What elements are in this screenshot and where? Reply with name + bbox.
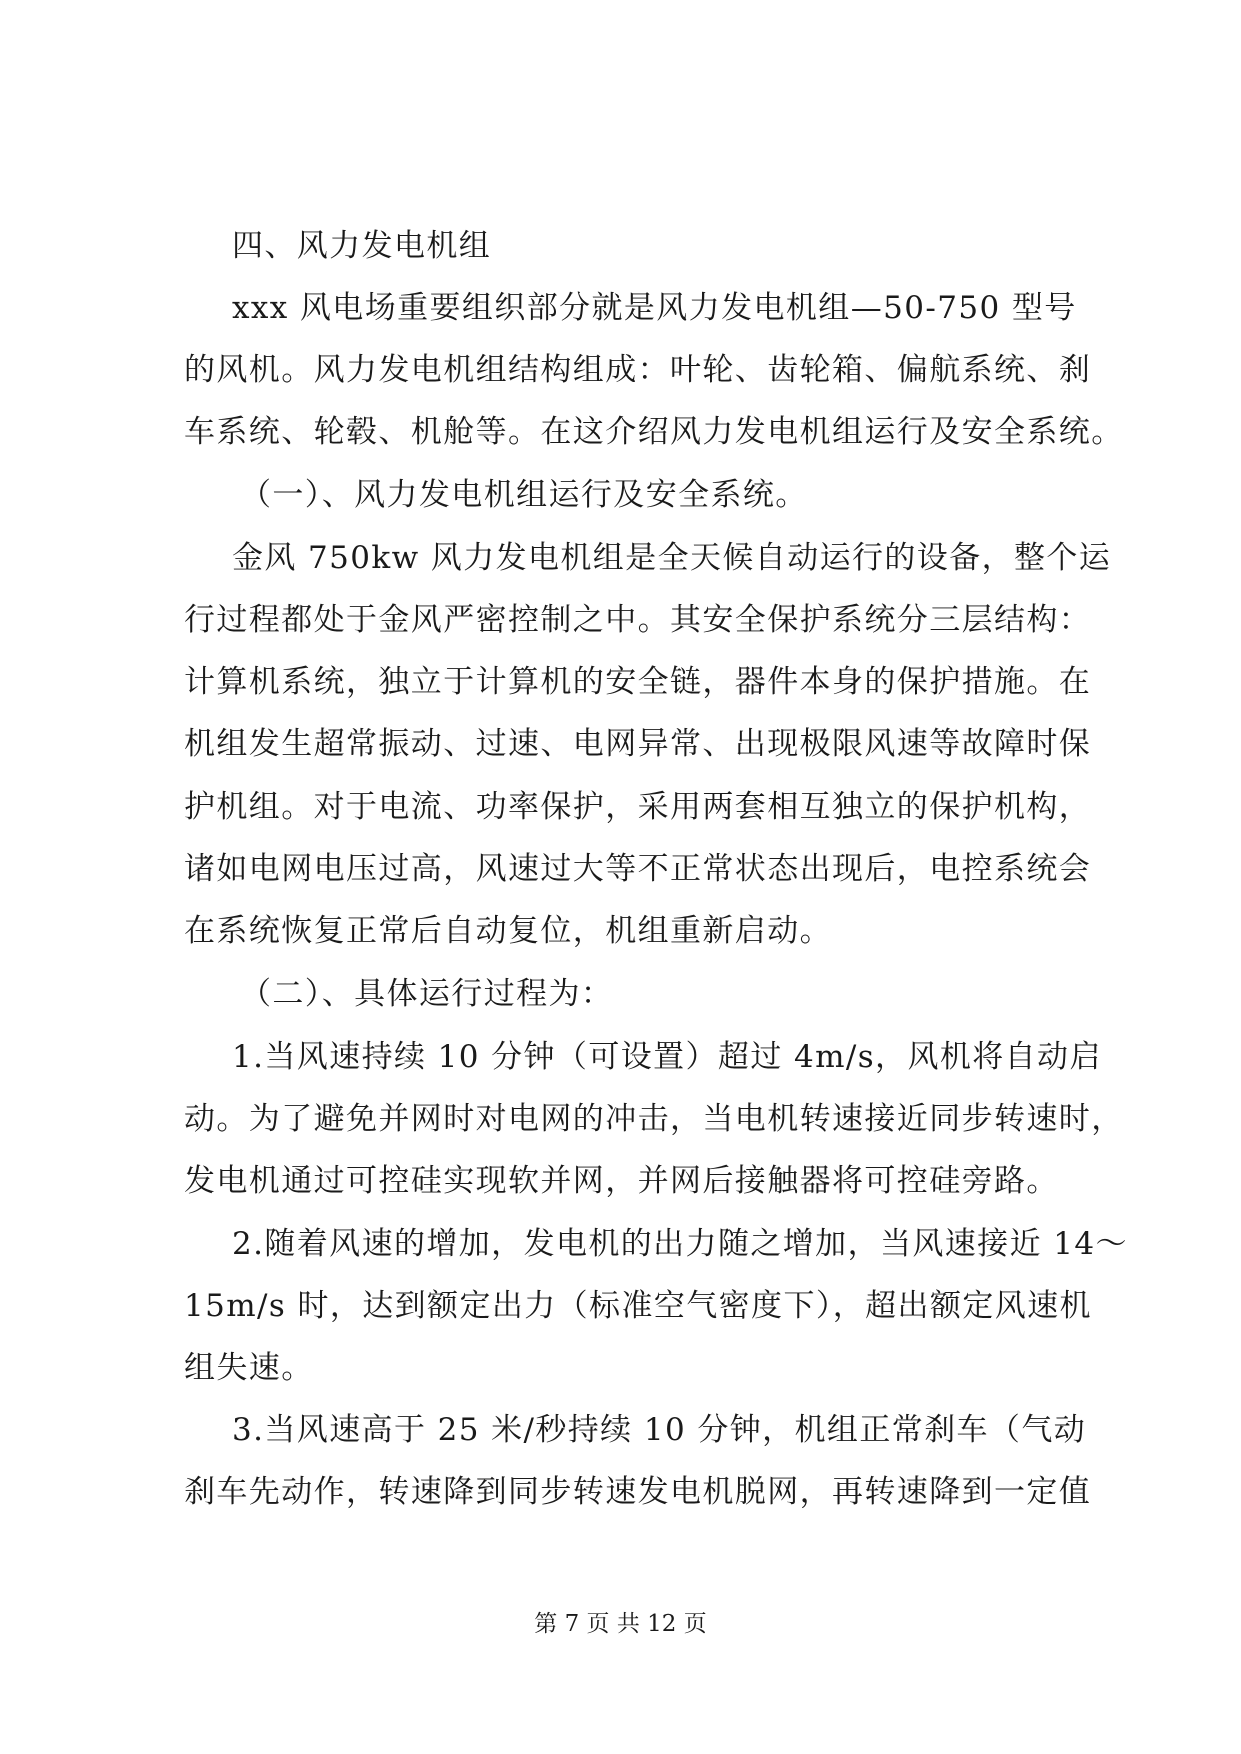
- paragraph-line: 动。为了避免并网时对电网的冲击，当电机转速接近同步转速时，: [184, 1101, 1124, 1137]
- paragraph-line: 机组发生超常振动、过速、电网异常、出现极限风速等故障时保: [184, 726, 1092, 762]
- paragraph-line: 组失速。: [184, 1350, 314, 1386]
- paragraph-line: 诸如电网电压过高，风速过大等不正常状态出现后，电控系统会: [184, 851, 1092, 887]
- paragraph-line: xxx 风电场重要组织部分就是风力发电机组—50-750 型号: [232, 290, 1077, 326]
- subsection-heading: （一）、风力发电机组运行及安全系统。: [240, 477, 808, 513]
- paragraph-line: 金风 750kw 风力发电机组是全天候自动运行的设备，整个运: [232, 540, 1112, 576]
- paragraph-line: 刹车先动作，转速降到同步转速发电机脱网，再转速降到一定值: [184, 1474, 1092, 1510]
- paragraph-line: 行过程都处于金风严密控制之中。其安全保护系统分三层结构：: [184, 602, 1092, 638]
- paragraph-line: 护机组。对于电流、功率保护，采用两套相互独立的保护机构，: [184, 789, 1092, 825]
- section-heading: 四、风力发电机组: [232, 228, 492, 264]
- paragraph-line: 车系统、轮毂、机舱等。在这介绍风力发电机组运行及安全系统。: [184, 414, 1124, 450]
- paragraph-line: 的风机。风力发电机组结构组成：叶轮、齿轮箱、偏航系统、刹: [184, 352, 1092, 388]
- subsection-heading: （二）、具体运行过程为：: [240, 976, 614, 1012]
- paragraph-line: 2.随着风速的增加，发电机的出力随之增加，当风速接近 14～: [232, 1226, 1128, 1262]
- page-number-footer: 第 7 页 共 12 页: [534, 1611, 707, 1637]
- paragraph-line: 在系统恢复正常后自动复位，机组重新启动。: [184, 913, 832, 949]
- paragraph-line: 计算机系统，独立于计算机的安全链，器件本身的保护措施。在: [184, 664, 1092, 700]
- paragraph-line: 1.当风速持续 10 分钟（可设置）超过 4m/s，风机将自动启: [232, 1039, 1102, 1075]
- paragraph-line: 3.当风速高于 25 米/秒持续 10 分钟，机组正常刹车（气动: [232, 1412, 1087, 1448]
- paragraph-line: 15m/s 时，达到额定出力（标准空气密度下），超出额定风速机: [184, 1288, 1092, 1324]
- paragraph-line: 发电机通过可控硅实现软并网，并网后接触器将可控硅旁路。: [184, 1163, 1059, 1199]
